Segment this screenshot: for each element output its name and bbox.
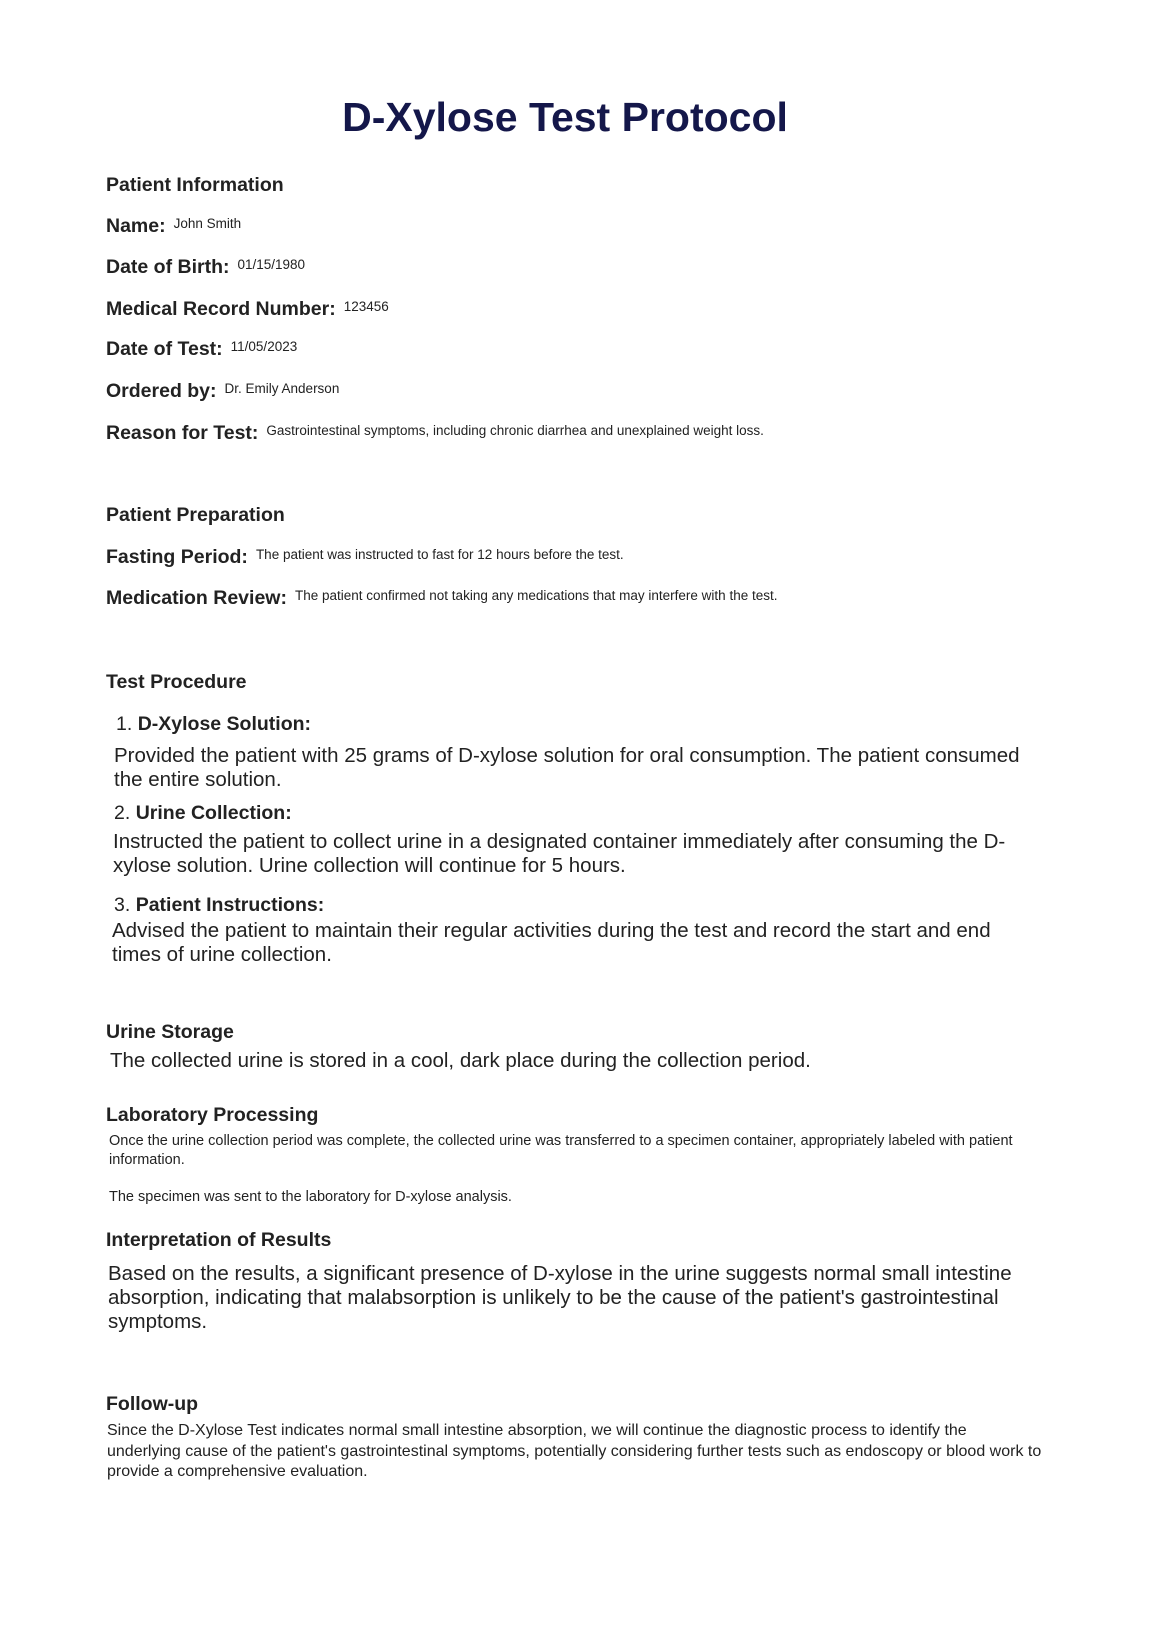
field-label: Fasting Period: — [106, 546, 248, 568]
field-label: Name: — [106, 215, 166, 237]
procedure-step-text: Provided the patient with 25 grams of D-xylose solution for oral consumption. The patient consumed the entire solution. — [114, 744, 1020, 791]
field-value: Gastrointestinal symptoms, including chronic diarrhea and unexplained weight loss. — [266, 423, 764, 438]
field-value: Dr. Emily Anderson — [224, 381, 340, 396]
step-title: Patient Instructions: — [135, 894, 325, 916]
procedure-step-text: Advised the patient to maintain their regular activities during the test and record the start and end times of urine collection. — [112, 919, 991, 966]
field-date-of-test — [106, 338, 297, 361]
procedure-step-title — [114, 894, 324, 917]
section-heading-laboratory-processing: Laboratory Processing — [106, 1104, 319, 1126]
field-reason-for-test — [106, 422, 764, 445]
field-label: Date of Test: — [106, 338, 223, 360]
field-value: The patient was instructed to fast for 12 hours before the test. — [255, 547, 624, 562]
field-fasting-period — [106, 546, 624, 569]
field-label: Medication Review: — [106, 587, 287, 609]
step-number: 1. — [116, 713, 133, 735]
procedure-step-title — [116, 713, 311, 736]
field-medication-review — [106, 587, 777, 610]
section-heading-follow-up: Follow-up — [106, 1393, 199, 1415]
step-number: 2. — [114, 802, 131, 824]
field-value: John Smith — [173, 216, 242, 231]
field-ordered-by — [106, 380, 339, 403]
section-heading-patient-preparation: Patient Preparation — [106, 504, 285, 526]
step-title: D-Xylose Solution: — [137, 713, 312, 735]
procedure-step-title — [114, 802, 292, 825]
procedure-step-text: Instructed the patient to collect urine in a designated container immediately after consuming the D-xylose solution. Urine collection will continue for 5 hours. — [113, 830, 1006, 877]
step-number: 3. — [114, 894, 131, 916]
step-title: Urine Collection: — [135, 802, 292, 824]
field-date-of-birth — [106, 256, 305, 279]
lab-processing-text: The specimen was sent to the laboratory for D-xylose analysis. — [109, 1189, 512, 1205]
section-heading-patient-information: Patient Information — [106, 174, 284, 196]
section-heading-test-procedure: Test Procedure — [106, 671, 247, 693]
field-medical-record-number — [106, 298, 389, 321]
field-label: Reason for Test: — [106, 422, 259, 444]
field-label: Date of Birth: — [106, 256, 230, 278]
urine-storage-text: The collected urine is stored in a cool, dark place during the collection period. — [110, 1049, 811, 1072]
field-label: Medical Record Number: — [106, 298, 336, 320]
follow-up-text: Since the D-Xylose Test indicates normal small intestine absorption, we will continue the diagnostic process to identify the underlying cause of the patient's gastrointestinal symptoms, potentially considering further tests such as endoscopy or blood work to provide a comprehensive evaluation. — [107, 1422, 1042, 1480]
section-heading-interpretation: Interpretation of Results — [106, 1229, 332, 1251]
document-title: D-Xylose Test Protocol — [342, 94, 788, 140]
field-value: 11/05/2023 — [230, 339, 298, 354]
interpretation-text: Based on the results, a significant presence of D-xylose in the urine suggests normal small intestine absorption, indicating that malabsorption is unlikely to be the cause of the patient's gastrointestinal symptoms. — [108, 1262, 1012, 1333]
field-label: Ordered by: — [106, 380, 217, 402]
lab-processing-text: Once the urine collection period was complete, the collected urine was transferred to a specimen container, appropriately labeled with patient information. — [109, 1133, 1013, 1168]
field-value: The patient confirmed not taking any medications that may interfere with the test. — [294, 588, 778, 603]
field-name — [106, 215, 241, 238]
section-heading-urine-storage: Urine Storage — [106, 1021, 234, 1043]
field-value: 01/15/1980 — [237, 257, 306, 272]
field-value: 123456 — [343, 299, 389, 314]
